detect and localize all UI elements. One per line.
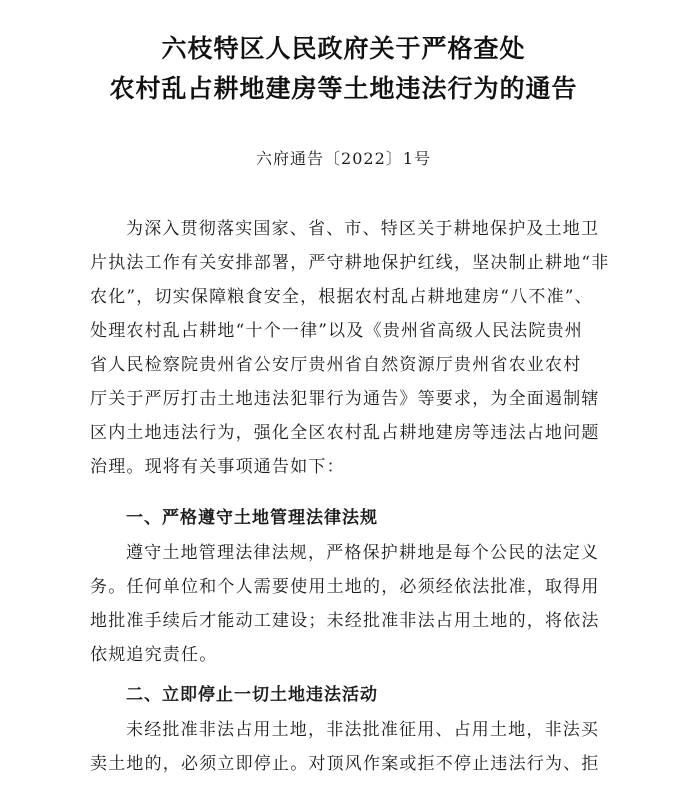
document-number: 六府通告〔2022〕1号 <box>256 149 431 168</box>
paragraph-line: 未经批准非法占用土地，非法批准征用、占用土地，非法买 <box>126 720 600 740</box>
paragraph-line: 农化”，切实保障粮食安全，根据农村乱占耕地建房“八不准”、 <box>90 287 593 307</box>
paragraph-line: 治理。现将有关事项通告如下： <box>90 457 345 477</box>
section-heading-2: 二、立即停止一切土地违法活动 <box>126 685 378 705</box>
document-title-line-1: 六枝特区人民政府关于严格查处 <box>161 34 526 63</box>
paragraph-line: 处理农村乱占耕地“十个一律”以及《贵州省高级人民法院贵州 <box>90 321 583 341</box>
paragraph-line: 省人民检察院贵州省公安厅贵州省自然资源厅贵州省农业农村 <box>90 355 582 375</box>
paragraph-line: 区内土地违法行为，强化全区农村乱占耕地建房等违法占地问题 <box>90 423 600 443</box>
paragraph-line: 务。任何单位和个人需要使用土地的，必须经依法批准，取得用 <box>90 577 600 597</box>
paragraph-line: 厅关于严厉打击土地违法犯罪行为通告》等要求，为全面遏制辖 <box>90 389 600 409</box>
paragraph-line: 卖土地的，必须立即停止。对顶风作案或拒不停止违法行为、拒 <box>90 754 600 774</box>
paragraph-line: 为深入贯彻落实国家、省、市、特区关于耕地保护及土地卫 <box>126 219 600 239</box>
paragraph-line: 地批准手续后才能动工建设；未经批准非法占用土地的，将依法 <box>90 611 600 631</box>
paragraph-line: 依规追究责任。 <box>90 645 218 665</box>
paragraph-line: 遵守土地管理法律法规，严格保护耕地是每个公民的法定义 <box>126 543 600 563</box>
intro-paragraph <box>90 212 610 484</box>
section-heading-1: 一、严格遵守土地管理法律法规 <box>126 508 378 528</box>
document-title-line-2: 农村乱占耕地建房等土地违法行为的通告 <box>109 74 578 103</box>
section-2-paragraph <box>90 713 610 781</box>
paragraph-line: 片执法工作有关安排部署，严守耕地保护红线，坚决制止耕地“非 <box>90 253 610 273</box>
section-1-paragraph <box>90 536 610 672</box>
